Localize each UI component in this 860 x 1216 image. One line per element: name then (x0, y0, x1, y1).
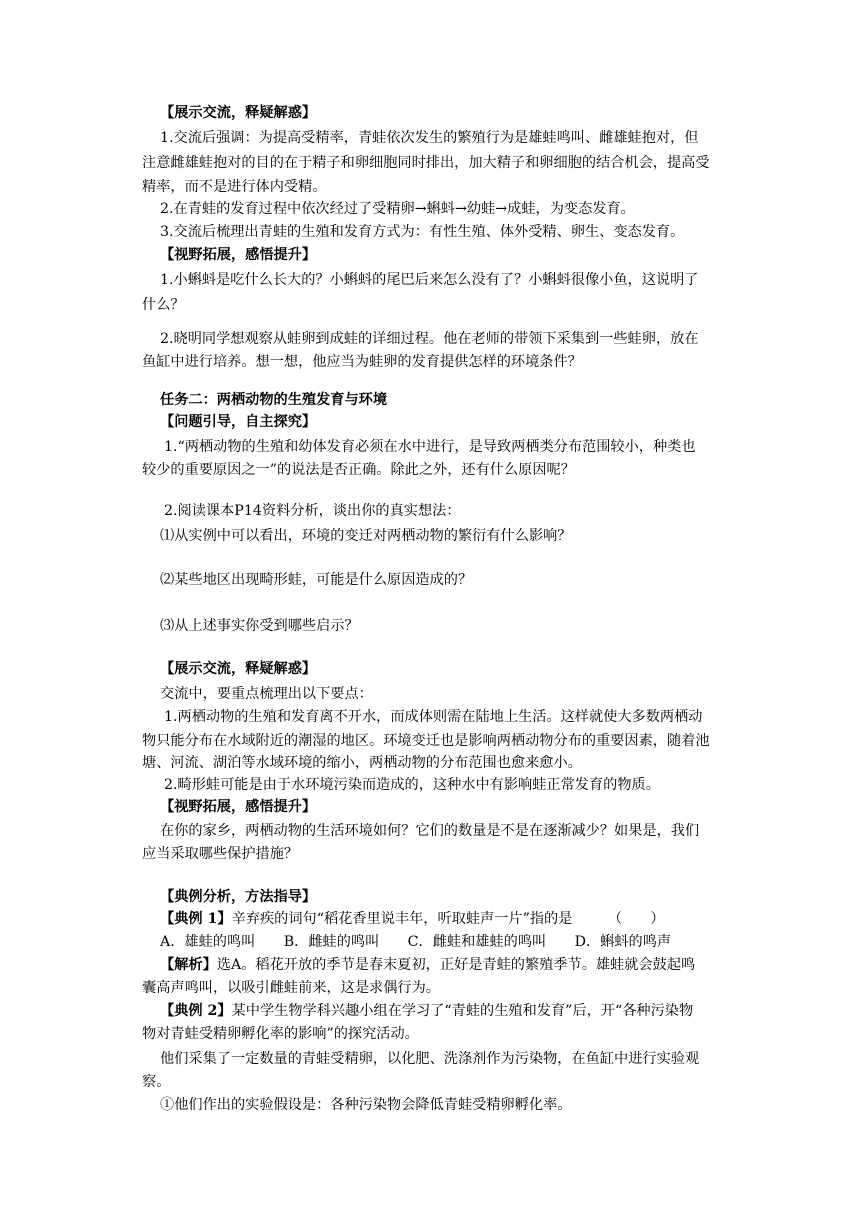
heading-task-two: 任务二：两栖动物的生殖发育与环境 (160, 392, 388, 408)
paragraph-line: ⑵某些地区出现畸形蛙，可能是什么原因造成的？ (160, 572, 473, 588)
paragraph-line: ⑶从上述事实你受到哪些启示？ (160, 618, 359, 634)
heading-vision-expand-2: 【视野拓展，感悟提升】 (160, 799, 317, 815)
paragraph-line: 1.“两栖动物的生殖和幼体发育必须在水中进行，是导致两栖类分布范围较小，种类也 (164, 439, 696, 455)
paragraph-line: 应当采取哪些保护措施？ (142, 846, 299, 862)
paragraph-line: 他们采集了一定数量的青蛙受精卵，以化肥、洗涤剂作为污染物，在鱼缸中进行实验观 (160, 1051, 700, 1067)
bold-label: 【解析】 (160, 957, 217, 973)
example-1-analysis (160, 955, 695, 975)
paragraph-line: 物只能分布在水域附近的潮湿的地区。环境变迁也是影响两栖动物分布的重要因素，随着池 (142, 733, 710, 749)
example-1-question (160, 909, 665, 929)
paragraph-line: 2.阅读课本P14资料分析，谈出你的真实想法： (164, 503, 461, 519)
paragraph-line: 1.小蝌蚪是吃什么长大的？小蝌蚪的尾巴后来怎么没有了？小蝌蚪很像小鱼，这说明了 (160, 272, 699, 288)
paragraph-line: ①他们作出的实验假设是：各种污染物会降低青蛙受精卵孵化率。 (160, 1097, 572, 1113)
bold-label: 【典例 1】 (160, 911, 232, 927)
paragraph-line: 注意雌雄蛙抱对的目的在于精子和卵细胞同时排出，加大精子和卵细胞的结合机会，提高受 (142, 155, 710, 171)
paragraph-line: 物对青蛙受精卵孵化率的影响”的探究活动。 (142, 1026, 419, 1042)
example-1-options: A．雄蛙的鸣叫 B．雌蛙的鸣叫 C．雌蛙和雄蛙的鸣叫 D．蝌蚪的鸣声 (160, 934, 672, 950)
paragraph-line: 精率，而不是进行体内受精。 (142, 179, 327, 195)
paragraph-line: 塘、河流、湖泊等水域环境的缩小，两栖动物的分布范围也愈来愈小。 (142, 755, 582, 771)
line-body: 选A。稻花开放的季节是春末夏初，正好是青蛙的繁殖季节。雄蛙就会鼓起鸣 (216, 957, 696, 973)
heading-display-exchange-2: 【展示交流，释疑解惑】 (160, 661, 317, 677)
heading-question-guide: 【问题引导，自主探究】 (160, 414, 317, 430)
bold-label: 【典例 2】 (160, 1003, 232, 1019)
paragraph-line: 3.交流后梳理出青蛙的生殖和发育方式为：有性生殖、体外受精、卵生、变态发育。 (160, 224, 685, 240)
example-2-question (160, 1001, 693, 1021)
paragraph-line: 交流中，要重点梳理出以下要点： (160, 686, 373, 702)
paragraph-line: 2.晓明同学想观察从蛙卵到成蛙的详细过程。他在老师的带领下采集到一些蛙卵，放在 (160, 331, 699, 347)
paragraph-line: 在你的家乡，两栖动物的生活环境如何？它们的数量是不是在逐渐减少？如果是，我们 (160, 823, 700, 839)
heading-vision-expand-1: 【视野拓展，感悟提升】 (160, 247, 317, 263)
paragraph-line: 鱼缸中进行培养。想一想，他应当为蛙卵的发育提供怎样的环境条件？ (142, 354, 582, 370)
paragraph-line: 1.两栖动物的生殖和发育离不开水，而成体则需在陆地上生活。这样就使大多数两栖动 (164, 709, 703, 725)
line-body: 某中学生物学科兴趣小组在学习了“青蛙的生殖和发育”后，开“各种污染物 (231, 1003, 694, 1019)
heading-display-exchange-1: 【展示交流，释疑解惑】 (160, 105, 317, 121)
paragraph-line: ⑴从实例中可以看出，环境的变迁对两栖动物的繁衍有什么影响？ (160, 528, 572, 544)
paragraph-line: 察。 (142, 1074, 171, 1090)
paragraph-line: 囊高声鸣叫，以吸引雌蛙前来，这是求偶行为。 (142, 980, 440, 996)
paragraph-line: 1.交流后强调：为提高受精率，青蛙依次发生的繁殖行为是雄蛙鸣叫、雌雄蛙抱对，但 (160, 130, 699, 146)
heading-example-analysis: 【典例分析，方法指导】 (160, 889, 317, 905)
paragraph-line: 2.在青蛙的发育过程中依次经过了受精卵→蝌蚪→幼蛙→成蛙，为变态发育。 (160, 201, 635, 217)
line-body: 辛弃疾的词句“稻花香里说丰年，听取蛙声一片”指的是 （ ） (231, 911, 665, 927)
paragraph-line: 2.畸形蛙可能是由于水环境污染而造成的，这种水中有影响蛙正常发育的物质。 (164, 777, 660, 793)
paragraph-line: 什么？ (142, 297, 185, 313)
paragraph-line: 较少的重要原因之一”的说法是否正确。除此之外，还有什么原因呢？ (142, 462, 575, 478)
